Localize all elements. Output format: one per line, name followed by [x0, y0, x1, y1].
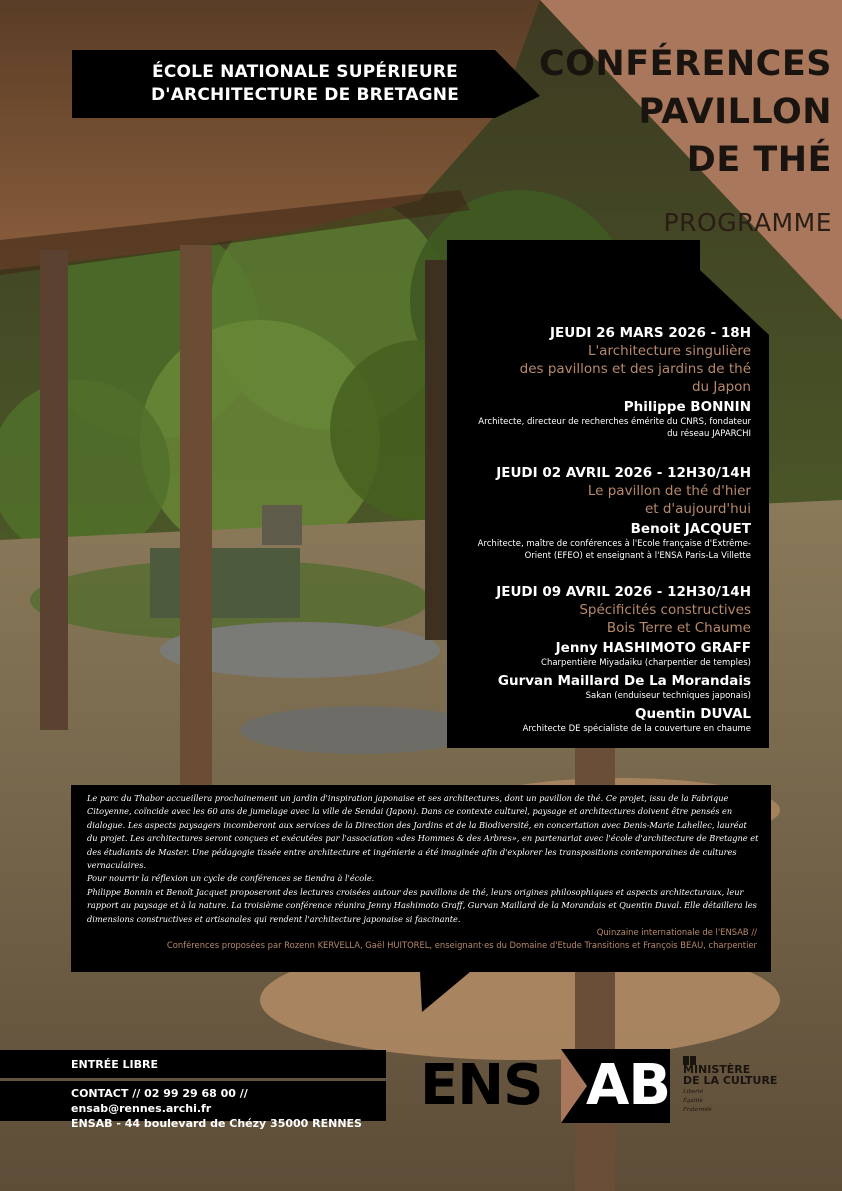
- event-1: [478, 324, 751, 440]
- speaker-role: Architecte, maître de conférences à l'Ecole française d'Extrême-: [477, 539, 751, 549]
- school-name: [72, 50, 538, 118]
- contact-line: CONTACT // 02 99 29 68 00 // ensab@rennes.archi.fr: [71, 1087, 248, 1115]
- program-box: [447, 240, 769, 748]
- speaker-role: Charpentière Miyadaiku (charpentier de temples): [541, 658, 751, 668]
- event-title-line: Spécificités constructives: [579, 602, 751, 618]
- speaker-role: Sakan (enduiseur techniques japonais): [585, 691, 751, 701]
- speaker-name: Jenny HASHIMOTO GRAFF: [555, 640, 751, 656]
- speaker-role: Orient (EFEO) et enseignant à l'ENSA Paris-La Villette: [524, 551, 751, 561]
- motto-line: Fraternité: [683, 1107, 712, 1113]
- speaker-name: Quentin DUVAL: [635, 706, 751, 722]
- school-name-line2: D'ARCHITECTURE DE BRETAGNE: [150, 85, 460, 105]
- event-title-line: L'architecture singulière: [587, 343, 751, 359]
- event-title-line: du Japon: [691, 379, 751, 395]
- free-entry-label: ENTRÉE LIBRE: [71, 1058, 159, 1071]
- speaker-name: Gurvan Maillard De La Morandais: [497, 673, 751, 689]
- ensab-logo: [420, 1049, 670, 1123]
- description-paragraph: Pour nourrir la réflexion un cycle de conférences se tiendra à l'école.: [87, 873, 375, 884]
- speaker-name: Philippe BONNIN: [623, 399, 751, 415]
- credits: [85, 926, 757, 953]
- ministere-culture-logo: [683, 1052, 793, 1113]
- event-date: JEUDI 26 MARS 2026 - 18H: [550, 325, 751, 341]
- event-title-line: Le pavillon de thé d'hier: [587, 483, 751, 499]
- title-line2: PAVILLON: [638, 92, 832, 132]
- school-name-line1: ÉCOLE NATIONALE SUPÉRIEURE: [152, 62, 458, 82]
- motto-line: Liberté: [683, 1089, 704, 1095]
- title-line1: CONFÉRENCES: [538, 44, 832, 84]
- event-title-line: et d'aujourd'hui: [644, 501, 751, 517]
- logo-ens-text: ENS: [420, 1053, 543, 1118]
- speaker-name: Benoit JACQUET: [630, 521, 751, 537]
- ministere-line1: MINISTÈRE: [683, 1063, 751, 1076]
- address-line: ENSAB - 44 boulevard de Chézy 35000 RENNES: [71, 1117, 362, 1130]
- description-box: [71, 785, 771, 972]
- event-title-line: Bois Terre et Chaume: [606, 620, 751, 636]
- motto-line: Égalité: [683, 1098, 703, 1104]
- speaker-role: Architecte, directeur de recherches émérite du CNRS, fondateur: [478, 417, 751, 427]
- event-3: [496, 583, 751, 735]
- description-paragraph: Le parc du Thabor accueillera prochainement un jardin d'inspiration japonaise et ses architectures, dont un pavillon de thé. Ce projet, issu de la Fabrique Citoyenne, coïncide avec les 60 ans de jumelage avec la ville de Sendai (Japon). Dans ce contexte culturel, paysage et architectures doivent être pensés en dialogue. Les aspects paysagers incomberont aux services de la Direction des Jardins et de la Biodiversité, en concertation avec Denis-Marie Lahellec, lauréat du projet. Les architectures seront conçues et exécutées par l'association «des Hommes & des Arbres», en partenariat avec l'école d'architecture de Bretagne et des étudiants de Master. Une pédagogie tissée entre architecture et ingénierie a été imaginée afin d'explorer les transpositions contemporaines de cultures vernaculaires.: [87, 793, 759, 871]
- event-2: [478, 464, 751, 562]
- credit-line: Quinzaine internationale de l'ENSAB //: [596, 927, 757, 937]
- contact-info: [0, 1081, 386, 1130]
- speaker-role: du réseau JAPARCHI: [667, 429, 751, 439]
- title-line3: DE THÉ: [686, 140, 832, 180]
- event-title-line: des pavillons et des jardins de thé: [519, 361, 751, 377]
- description-text: [87, 792, 759, 926]
- poster-title: [539, 40, 832, 184]
- speaker-role: Architecte DE spécialiste de la couverture en chaume: [522, 724, 751, 734]
- credit-line: Conférences proposées par Rozenn KERVELLA, Gaël HUITOREL, enseignant·es du Domaine d'Etude Transitions et François BEAU, charpentier: [166, 940, 757, 951]
- programme-subtitle: PROGRAMME: [663, 208, 832, 237]
- marianne-icon: [683, 1052, 703, 1061]
- event-date: JEUDI 09 AVRIL 2026 - 12H30/14H: [496, 584, 751, 600]
- event-date: JEUDI 02 AVRIL 2026 - 12H30/14H: [496, 465, 751, 481]
- description-paragraph: Philippe Bonnin et Benoît Jacquet proposeront des lectures croisées autour des pavillons de thé, leurs origines philosophiques et aspects architecturaux, leur rapport au paysage et à la nature. La troisième conférence réunira Jenny Hashimoto Graff, Gurvan Maillard de la Morandais et Quentin Duval. Elle détaillera les dimensions constructives et artisanales qui rendent l'architecture japonaise si fascinante.: [87, 886, 757, 924]
- logo-ab-text: AB: [586, 1053, 671, 1118]
- ministere-line2: DE LA CULTURE: [683, 1074, 778, 1087]
